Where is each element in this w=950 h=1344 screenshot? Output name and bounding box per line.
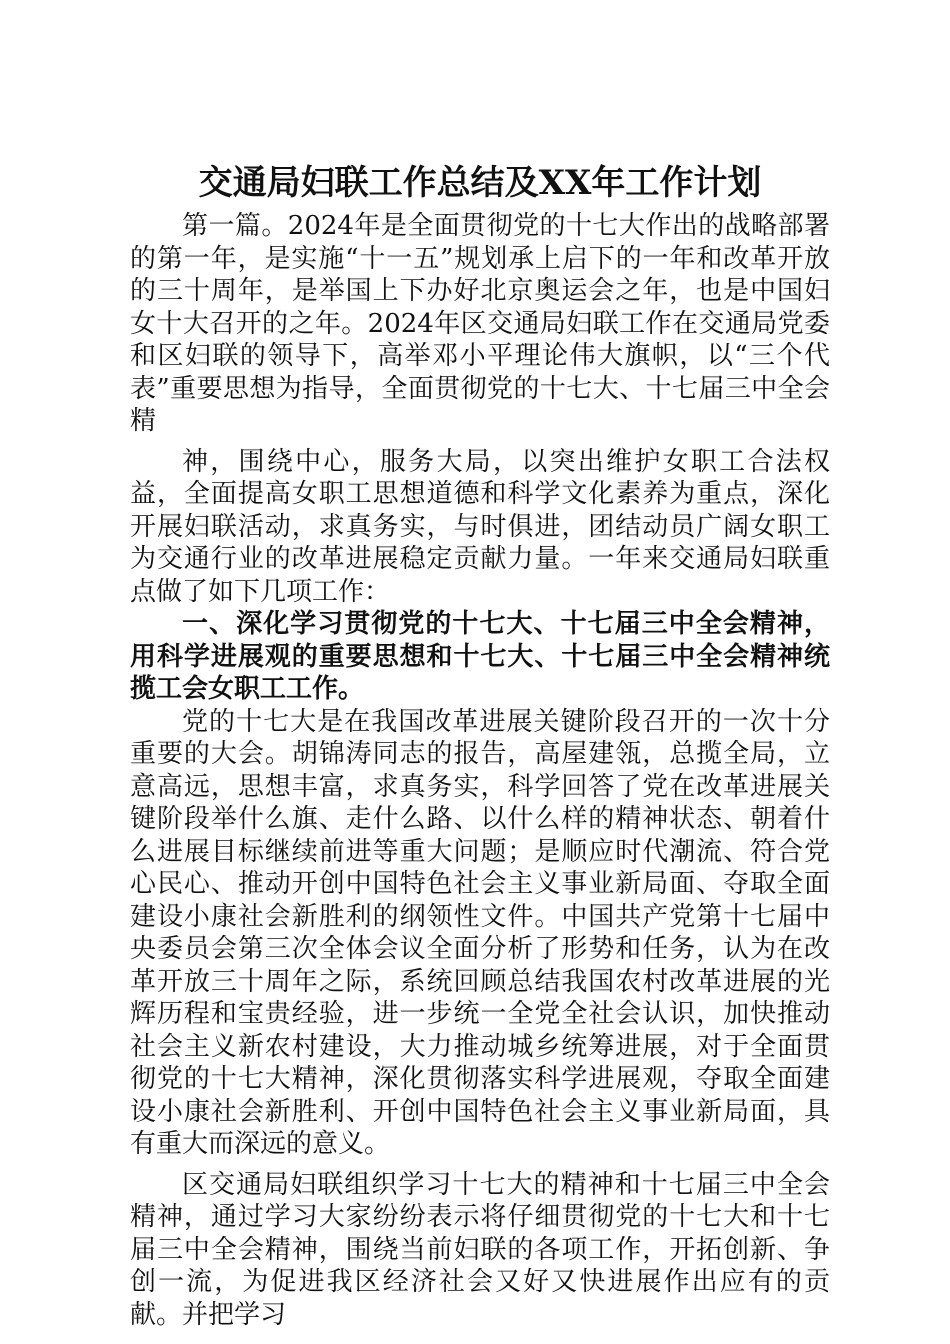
paragraph-body-2: 区交通局妇联组织学习十七大的精神和十七届三中全会精神，通过学习大家纷纷表示将仔细贯彻党的十七大和十七届三中全会精神，围绕当前妇联的各项工作，开拓创新、争创一流，为促进我区经济社会又好又快进展作出应有的贡献。并把学习 xyxy=(130,1169,830,1330)
paragraph-body-1: 党的十七大是在我国改革进展关键阶段召开的一次十分重要的大会。胡锦涛同志的报告，高屋建瓴，总揽全局，立意高远，思想丰富，求真务实，科学回答了党在改革进展关键阶段举什么旗、走什么路、以什么样的精神状态、朝着什么进展目标继续前进等重大问题；是顺应时代潮流、符合党心民心、推动开创中国特色社会主义事业新局面、夺取全面建设小康社会新胜利的纲领性文件。中国共产党第十七届中央委员会第三次全体会议全面分析了形势和任务，认为在改革开放三十周年之际，系统回顾总结我国农村改革进展的光辉历程和宝贵经验，进一步统一全党全社会认识，加快推动社会主义新农村建设，大力推动城乡统筹进展，对于全面贯彻党的十七大精神，深化贯彻落实科学进展观，夺取全面建设小康社会新胜利、开创中国特色社会主义事业新局面，具有重大而深远的意义。 xyxy=(130,706,830,1159)
section-heading-1: 一、深化学习贯彻党的十七大、十七届三中全会精神，用科学进展观的重要思想和十七大、十七届三中全会精神统揽工会女职工工作。 xyxy=(130,609,830,704)
document-title: 交通局妇联工作总结及XX年工作计划 xyxy=(198,163,762,203)
paragraph-continued: 神，围绕中心，服务大局，以突出维护女职工合法权益，全面提高女职工思想道德和科学文化素养为重点，深化开展妇联活动，求真务实，与时俱进，团结动员广阔女职工为交通行业的改革进展稳定贡献力量。一年来交通局妇联重点做了如下几项工作： xyxy=(130,446,830,607)
paragraph-intro: 第一篇。2024年是全面贯彻党的十七大作出的战略部署的第一年，是实施“十一五”规划承上启下的一年和改革开放的三十周年，是举国上下办好北京奥运会之年，也是中国妇女十大召开的之年。2024年区交通局妇联工作在交通局党委和区妇联的领导下，高举邓小平理论伟大旗帜，以“三个代表”重要思想为指导，全面贯彻党的十七大、十七届三中全会精 xyxy=(130,211,830,436)
document-page xyxy=(130,160,830,1331)
